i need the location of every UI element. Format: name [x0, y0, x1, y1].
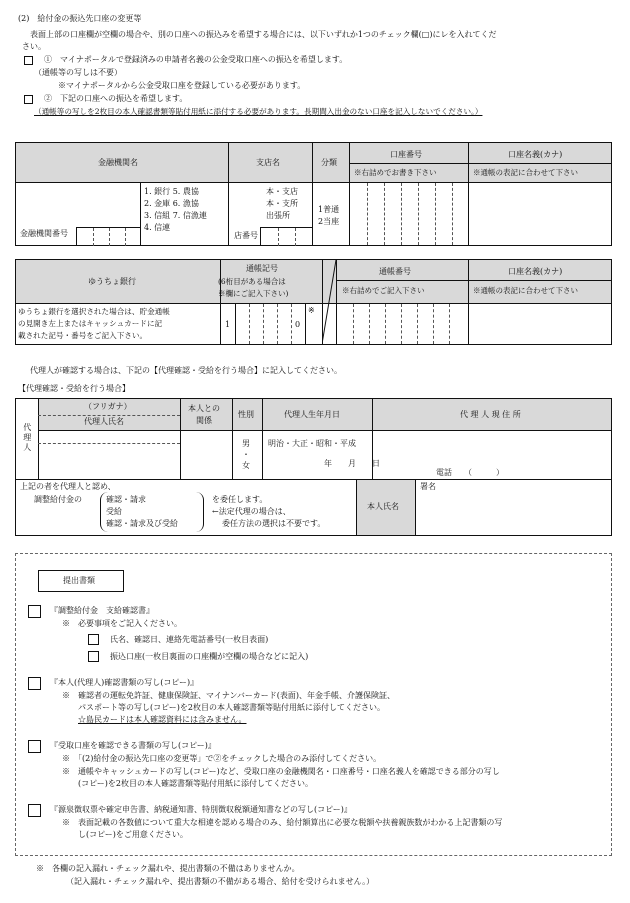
signature-label: 署名 — [420, 482, 436, 491]
branch-type-1: 本・支店 — [266, 187, 298, 196]
header-account-number: 口座番号 — [390, 150, 422, 159]
header-passbook-symbol: 通帳記号 — [246, 264, 278, 273]
yucho-note-3: 載された記号・番号をご記入下さい。 — [18, 331, 148, 340]
header-relation-1: 本人との — [188, 404, 220, 413]
bank-code-input[interactable] — [76, 227, 140, 245]
doc-3-note-3: (コピー)を2枚目の本人確認書類等貼付用紙に添付してください。 — [78, 779, 314, 788]
documents-title-box — [38, 570, 124, 592]
doc-2-title: 『本人(代理人)確認書類の写し(コピー)』 — [50, 678, 199, 687]
principal-name-label: 本人氏名 — [367, 502, 399, 511]
header-yucho-holder: 口座名義(カナ) — [508, 267, 563, 276]
kind-current[interactable]: 2当座 — [318, 217, 340, 226]
yucho-table — [15, 259, 612, 345]
doc-4-note-1: ※ 表面記載の各数値について重大な相違を認める場合のみ、給付額算出に必要な税額や扶養親族数がわかる上記書類の写 — [62, 818, 503, 827]
footer-line-2: （記入漏れ・チェック漏れや、提出書類の不備がある場合、給付を受けられません。） — [66, 877, 375, 886]
birth-eras[interactable]: 明治・大正・昭和・平成 — [268, 439, 356, 448]
header-gender: 性別 — [238, 410, 254, 419]
footer-line-1: ※ 各欄の記入漏れ・チェック漏れや、提出書類の不備はありませんか。 — [36, 864, 300, 873]
option-1-note-2: ※マイナポータルから公金受取口座を登録している必要があります。 — [58, 81, 306, 90]
legal-note-2: 委任方法の選択は不要です。 — [222, 519, 326, 528]
option-2-note: （通帳等の写しを2枚目の本人確認書類等貼付用紙に添付する必要があります。長期間入出金のない口座を記入しないでください。） — [34, 107, 483, 116]
branch-code-label: 店番号 — [234, 231, 258, 240]
header-branch-name: 支店名 — [256, 158, 280, 167]
symbol-fixed-star: ※ — [308, 306, 315, 315]
doc-1-sub-1: 氏名、確認日、連絡先電話番号(一枚目表面) — [110, 635, 269, 644]
agent-table — [15, 398, 612, 536]
doc-1-sub-1-checkbox[interactable] — [88, 634, 99, 645]
section-intro-1: 表面上部の口座欄が空欄の場合や、別の口座への振込みを希望する場合には、以下いずれか1つのチェック欄(□)にレを入れてくだ — [30, 30, 497, 39]
header-furigana: （フリガナ） — [84, 402, 132, 411]
header-passbook-number: 通帳番号 — [379, 267, 411, 276]
yucho-note-2: の見開き左上またはキャッシュカードに記 — [18, 319, 163, 328]
doc-4-title: 『源泉徴収票や確定申告書、納税通知書、特別徴収税額通知書などの写し(コピー)』 — [50, 805, 352, 814]
header-symbol-sub-1: (6桁目がある場合は — [218, 277, 286, 286]
doc-2-note-1: ※ 確認者の運転免許証、健康保険証、マイナンバーカード(表面)、年金手帳、介護保険証、 — [62, 691, 395, 700]
header-birthdate: 代理人生年月日 — [284, 410, 340, 419]
header-yucho: ゆうちょ銀行 — [88, 277, 136, 286]
header-account-kind: 分類 — [321, 158, 337, 167]
signature-input[interactable] — [417, 492, 611, 535]
bank-code-label: 金融機関番号 — [20, 229, 68, 238]
bank-type-3: 3. 信組 7. 信漁連 — [144, 211, 207, 220]
option-both[interactable]: 確認・請求及び受給 — [106, 519, 178, 528]
doc-2-checkbox[interactable] — [28, 677, 41, 690]
passbook-number-input[interactable] — [337, 304, 468, 344]
agent-side-label: 代理人 — [22, 423, 32, 453]
doc-1-title: 『調整給付金 支給確認書』 — [50, 606, 154, 615]
account-holder-input[interactable] — [469, 183, 611, 245]
option-2-label: ② 下記の口座への振込を希望します。 — [44, 94, 188, 103]
option-1-label: ① マイナポータルで登録済みの申請者名義の公金受取口座への振込を希望します。 — [44, 55, 348, 64]
option-2-checkbox[interactable] — [24, 95, 33, 107]
relation-input[interactable] — [181, 432, 232, 479]
section-intro-2: さい。 — [22, 42, 46, 51]
consent-line-2: 調整給付金の — [34, 495, 82, 504]
header-bank-name: 金融機関名 — [98, 158, 138, 167]
branch-type-2: 本・支所 — [266, 199, 298, 208]
doc-2-note-2: パスポート等の写し(コピー)を2枚目の本人確認書類等貼付用紙に添付してください。 — [78, 703, 386, 712]
documents-title: 提出書類 — [63, 576, 95, 585]
diagonal-slash — [322, 260, 336, 344]
header-number-sub: ※右詰めでご記入下さい — [342, 286, 425, 295]
entrust-text: を委任します。 — [212, 495, 268, 504]
header-agent-name: 代理人氏名 — [84, 417, 124, 426]
option-1-note-1: （通帳等の写しは不要） — [34, 68, 122, 77]
yucho-note-1: ゆうちょ銀行を選択された場合は、貯金通帳 — [18, 307, 170, 316]
bank-type-2: 2. 金庫 6. 漁協 — [144, 199, 199, 208]
gender-female[interactable]: 女 — [242, 461, 250, 470]
kind-ordinary[interactable]: 1普通 — [318, 205, 340, 214]
doc-3-note-1: ※ 「(2)給付金の振込先口座の変更等」で②をチェックした場合のみ添付してください。 — [62, 754, 382, 763]
account-number-input[interactable] — [350, 183, 468, 245]
bank-type-1: 1. 銀行 5. 農協 — [144, 187, 199, 196]
option-1-checkbox[interactable] — [24, 56, 33, 68]
header-relation-2: 関係 — [196, 416, 212, 425]
doc-4-checkbox[interactable] — [28, 804, 41, 817]
symbol-fixed-0: 0 — [295, 320, 301, 329]
doc-1-sub-2-checkbox[interactable] — [88, 651, 99, 662]
agent-intro: 代理人が確認する場合は、下記の【代理確認・受給を行う場合】に記入してください。 — [30, 366, 342, 375]
consent-line-1: 上記の者を代理人と認め、 — [20, 482, 116, 491]
yucho-holder-input[interactable] — [469, 304, 611, 344]
header-symbol-sub-2: ※欄にご記入下さい) — [218, 289, 289, 298]
agent-title: 【代理確認・受給を行う場合】 — [18, 384, 130, 393]
header-yucho-holder-sub: ※通帳の表記に合わせて下さい — [473, 286, 578, 295]
passbook-symbol-input[interactable] — [221, 304, 322, 344]
doc-1-sub-2: 振込口座(一枚目裏面の口座欄が空欄の場合などに記入) — [110, 652, 309, 661]
doc-3-note-2: ※ 通帳やキャッシュカードの写し(コピー)など、受取口座の金融機関名・口座番号・口座名義人を確認できる部分の写し — [62, 767, 500, 776]
legal-note-1: ←法定代理の場合は、 — [212, 507, 291, 516]
header-account-holder: 口座名義(カナ) — [508, 150, 563, 159]
option-confirm-claim[interactable]: 確認・請求 — [106, 495, 146, 504]
gender-dot: ・ — [242, 450, 250, 459]
doc-2-note-3: ☆島民カードは本人確認資料には含みません。 — [78, 715, 247, 724]
header-account-number-sub: ※右詰めでお書き下さい — [354, 168, 437, 177]
doc-1-checkbox[interactable] — [28, 605, 41, 618]
branch-type-3: 出張所 — [266, 211, 290, 220]
furigana-input[interactable] — [39, 432, 180, 442]
documents-box — [15, 553, 612, 856]
bank-account-table — [15, 142, 612, 246]
symbol-fixed-1: 1 — [225, 320, 231, 329]
birth-ymd[interactable]: 年 月 日 — [324, 459, 380, 468]
option-receive[interactable]: 受給 — [106, 507, 122, 516]
gender-male[interactable]: 男 — [242, 439, 250, 448]
phone-label[interactable]: 電話 （ ） — [436, 468, 504, 477]
agent-name-input[interactable] — [39, 444, 180, 479]
header-address: 代 理 人 現 住 所 — [460, 410, 521, 419]
doc-3-checkbox[interactable] — [28, 740, 41, 753]
bank-type-4: 4. 信連 — [144, 223, 171, 232]
doc-1-note: ※ 必要事項をご記入ください。 — [62, 619, 182, 628]
branch-code-input[interactable] — [260, 227, 312, 245]
doc-3-title: 『受取口座を確認できる書類の写し(コピー)』 — [50, 741, 216, 750]
doc-4-note-2: し(コピー)をご用意ください。 — [78, 830, 188, 839]
section-heading: (2) 給付金の振込先口座の変更等 — [18, 14, 142, 23]
header-account-holder-sub: ※通帳の表記に合わせて下さい — [473, 168, 578, 177]
